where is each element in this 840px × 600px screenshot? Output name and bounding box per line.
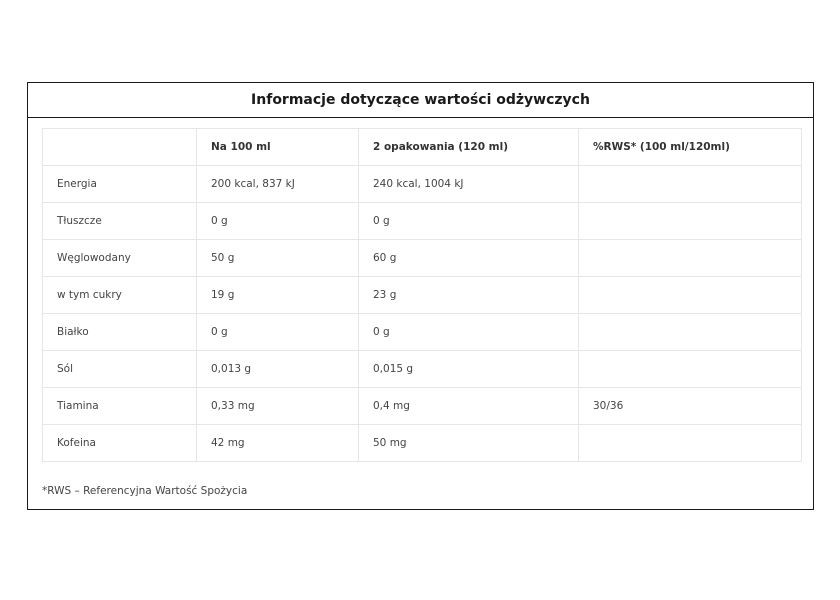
value-per-2-packs: 240 kcal, 1004 kJ: [359, 166, 579, 203]
header-per-2-packs: 2 opakowania (120 ml): [359, 129, 579, 166]
value-rws: [579, 351, 802, 388]
table-row: [43, 351, 802, 388]
nutrient-name: Kofeina: [43, 425, 197, 462]
rws-footnote: *RWS – Referencyjna Wartość Spożycia: [42, 485, 248, 497]
header-nutrient: [43, 129, 197, 166]
value-per-2-packs: 0,015 g: [359, 351, 579, 388]
value-per-100ml: 19 g: [197, 277, 359, 314]
nutrient-name: Energia: [43, 166, 197, 203]
value-rws: [579, 314, 802, 351]
nutrient-name: Sól: [43, 351, 197, 388]
value-per-100ml: 200 kcal, 837 kJ: [197, 166, 359, 203]
value-per-2-packs: 0 g: [359, 314, 579, 351]
value-per-2-packs: 60 g: [359, 240, 579, 277]
value-per-100ml: 0 g: [197, 314, 359, 351]
table-row: [43, 240, 802, 277]
value-rws: 30/36: [579, 388, 802, 425]
value-rws: [579, 425, 802, 462]
table-row: [43, 314, 802, 351]
nutrient-name: Białko: [43, 314, 197, 351]
table-row: [43, 425, 802, 462]
nutrient-name: Tłuszcze: [43, 203, 197, 240]
table-row: [43, 277, 802, 314]
value-per-2-packs: 50 mg: [359, 425, 579, 462]
table-row: [43, 203, 802, 240]
value-per-100ml: 0,33 mg: [197, 388, 359, 425]
value-per-100ml: 0 g: [197, 203, 359, 240]
header-rws: %RWS* (100 ml/120ml): [579, 129, 802, 166]
nutrition-panel: [27, 82, 814, 510]
value-per-2-packs: 23 g: [359, 277, 579, 314]
value-per-2-packs: 0 g: [359, 203, 579, 240]
value-rws: [579, 240, 802, 277]
value-per-100ml: 0,013 g: [197, 351, 359, 388]
value-rws: [579, 166, 802, 203]
nutrition-table: [42, 128, 802, 462]
table-row: [43, 388, 802, 425]
nutrient-name: w tym cukry: [43, 277, 197, 314]
table-row: [43, 166, 802, 203]
table-header-row: [43, 129, 802, 166]
header-per-100ml: Na 100 ml: [197, 129, 359, 166]
nutrient-name: Węglowodany: [43, 240, 197, 277]
panel-title: Informacje dotyczące wartości odżywczych: [28, 83, 813, 118]
value-per-100ml: 50 g: [197, 240, 359, 277]
value-per-2-packs: 0,4 mg: [359, 388, 579, 425]
value-rws: [579, 203, 802, 240]
value-per-100ml: 42 mg: [197, 425, 359, 462]
value-rws: [579, 277, 802, 314]
nutrient-name: Tiamina: [43, 388, 197, 425]
